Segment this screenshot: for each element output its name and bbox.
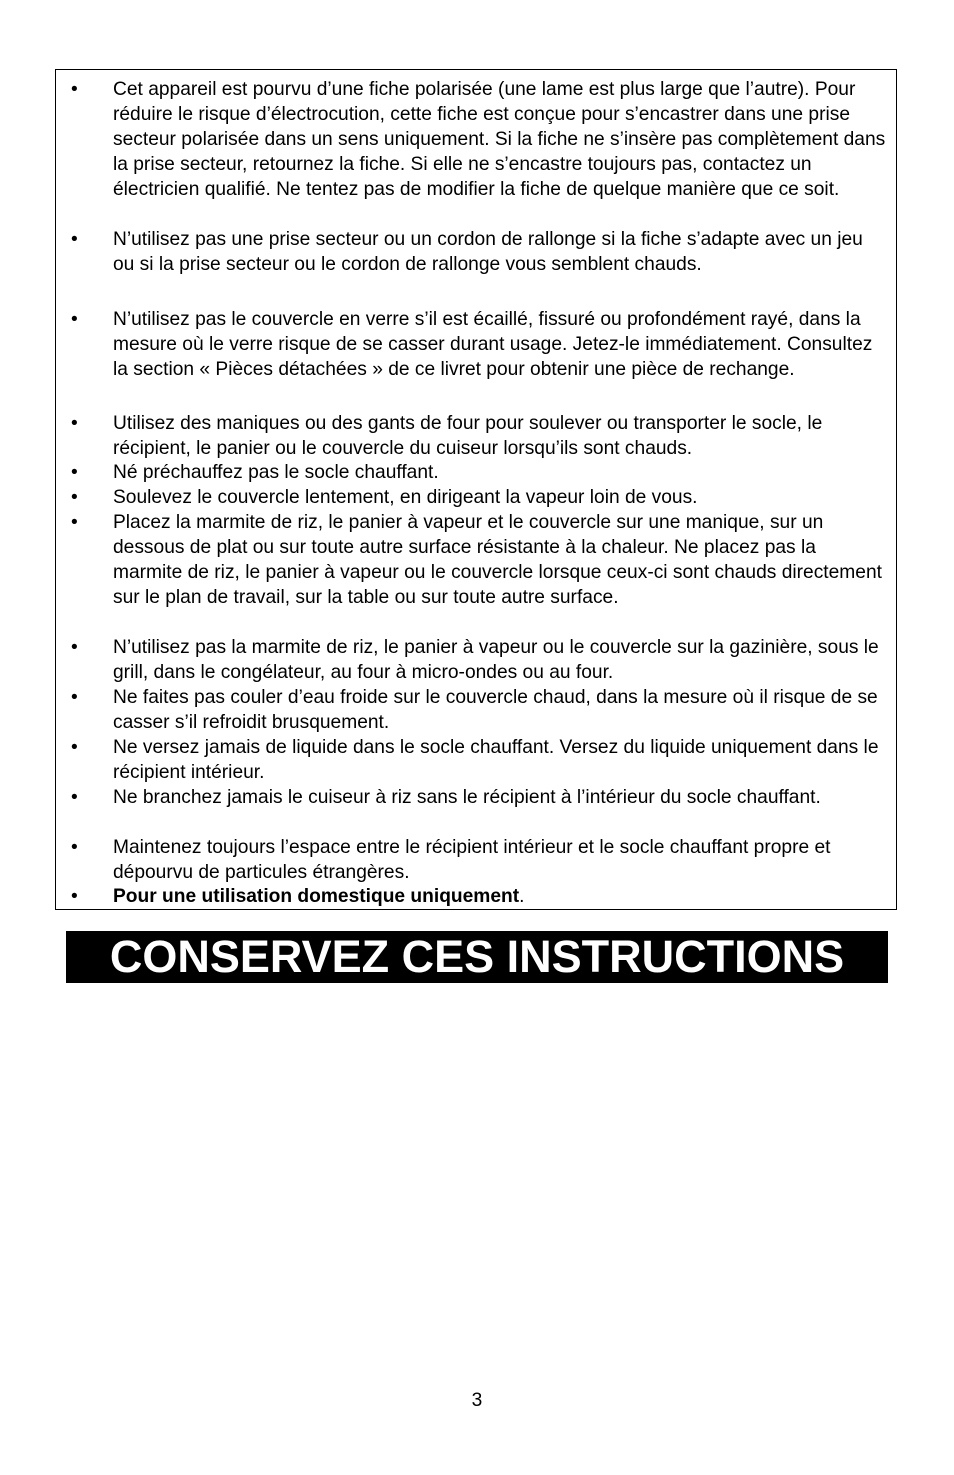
bullet-icon: •: [71, 512, 78, 533]
list-item-text: Ne faites pas couler d’eau froide sur le couvercle chaud, dans la mesure où il risque de se casser s’il refroidit brusquement.: [113, 687, 878, 733]
safety-instructions-box: [55, 69, 897, 910]
bullet-icon: •: [71, 309, 78, 330]
list-item: [71, 835, 888, 885]
household-use-period: .: [519, 886, 525, 907]
list-item-text: Ne branchez jamais le cuiseur à riz sans le récipient à l’intérieur du socle chauffant.: [113, 787, 821, 808]
bullet-icon: •: [71, 462, 78, 483]
list-item-text: Maintenez toujours l’espace entre le récipient intérieur et le socle chauffant propre et dépourvu de particules étrangères.: [113, 837, 831, 883]
list-item: [71, 77, 888, 202]
list-item: [71, 227, 888, 277]
bullet-icon: •: [71, 837, 78, 858]
household-use-note: Pour une utilisation domestique uniquement: [113, 886, 520, 907]
list-item-text: N’utilisez pas le couvercle en verre s’il est écaillé, fissuré ou profondément rayé, dans la mesure où le verre risque de se casser durant usage. Jetez-le immédiatement. Consultez la section « Pièces détachées » de ce livret pour obtenir une pièce de rechange.: [113, 309, 873, 380]
bullet-icon: •: [71, 79, 78, 100]
list-item: [71, 460, 888, 485]
list-item: [71, 635, 888, 685]
list-item-text: N’utilisez pas une prise secteur ou un cordon de rallonge si la fiche s’adapte avec un jeu ou si la prise secteur ou le cordon de rallonge vous semblent chauds.: [113, 229, 863, 275]
list-item-text: N’utilisez pas la marmite de riz, le panier à vapeur ou le couvercle sur la gazinière, sous le grill, dans le congélateur, au four à micro-ondes ou au four.: [113, 637, 879, 683]
list-item-text: Placez la marmite de riz, le panier à vapeur et le couvercle sur une manique, sur un dessous de plat ou sur toute autre surface résistante à la chaleur. Ne placez pas la marmite de riz, le panier à vapeur ou le couvercle lorsque ceux-ci sont chauds directement sur le plan de travail, sur la table ou sur toute autre surface.: [113, 512, 882, 608]
list-item-text: Né préchauffez pas le socle chauffant.: [113, 462, 439, 483]
bullet-icon: •: [71, 886, 78, 907]
list-item: [71, 884, 888, 909]
list-item: [71, 735, 888, 785]
list-item-text: Cet appareil est pourvu d’une fiche polarisée (une lame est plus large que l’autre). Pour réduire le risque d’électrocution, cette fiche est conçue pour s’encastrer dans une prise secteur polarisée dans un sens uniquement. Si la fiche ne s’insère pas complètement dans la prise secteur, retournez la fiche. Si elle ne s’encastre toujours pas, contactez un électricien qualifié. Ne tentez pas de modifier la fiche de quelque manière que ce soit.: [113, 79, 886, 200]
list-item: [71, 307, 888, 382]
list-item-text: Utilisez des maniques ou des gants de four pour soulever ou transporter le socle, le récipient, le panier ou le couvercle du cuiseur lorsqu’ils sont chauds.: [113, 413, 823, 459]
list-item: [71, 510, 888, 610]
bullet-icon: •: [71, 487, 78, 508]
bullet-icon: •: [71, 787, 78, 808]
list-item-text: Ne versez jamais de liquide dans le socle chauffant. Versez du liquide uniquement dans le récipient intérieur.: [113, 737, 879, 783]
bullet-icon: •: [71, 229, 78, 250]
list-item-text: [113, 884, 888, 909]
list-item: [71, 685, 888, 735]
banner-title: CONSERVEZ CES INSTRUCTIONS: [109, 931, 845, 982]
bullet-icon: •: [71, 737, 78, 758]
list-item-text: Soulevez le couvercle lentement, en dirigeant la vapeur loin de vous.: [113, 487, 698, 508]
bullet-icon: •: [71, 413, 78, 434]
page-number: 3: [471, 1390, 483, 1411]
bullet-icon: •: [71, 687, 78, 708]
save-instructions-banner: [66, 931, 888, 983]
list-item: [71, 785, 888, 810]
list-item: [71, 411, 888, 461]
list-item: [71, 485, 888, 510]
bullet-icon: •: [71, 637, 78, 658]
